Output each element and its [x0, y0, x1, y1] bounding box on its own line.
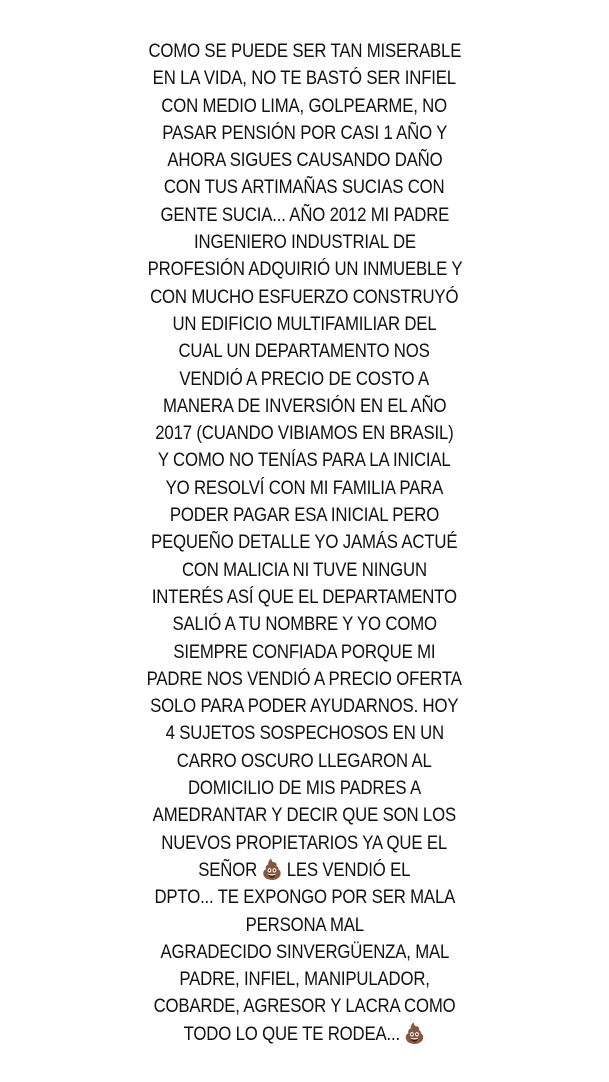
story-line: PEQUEÑO DETALLE YO JAMÁS ACTUÉ	[151, 531, 458, 554]
story-line: PROFESIÓN ADQUIRIÓ UN INMUEBLE Y	[147, 258, 462, 281]
story-line: CUAL UN DEPARTAMENTO NOS	[178, 340, 431, 363]
story-line: PODER PAGAR ESA INICIAL PERO	[169, 504, 440, 527]
story-line: TODO LO QUE TE RODEA... 💩	[183, 1022, 426, 1045]
story-line: SOLO PARA PODER AYUDARNOS. HOY	[150, 695, 459, 718]
story-line: PADRE NOS VENDIÓ A PRECIO OFERTA	[146, 667, 463, 690]
story-line: GENTE SUCIA... AÑO 2012 MI PADRE	[160, 203, 449, 226]
story-line: Y COMO NO TENÍAS PARA LA INICIAL	[158, 449, 451, 472]
story-line: 4 SUJETOS SOSPECHOSOS EN UN	[165, 722, 444, 745]
story-line: EN LA VIDA, NO TE BASTÓ SER INFIEL	[152, 67, 457, 90]
story-line: CON MUCHO ESFUERZO CONSTRUYÓ	[150, 285, 459, 308]
story-line: AGRADECIDO SINVERGÜENZA, MAL	[160, 940, 449, 963]
story-line: SIEMPRE CONFIADA PORQUE MI	[173, 640, 436, 663]
story-line: 2017 (CUANDO VIBIAMOS EN BRASIL)	[155, 422, 454, 445]
story-line: INTERÉS ASÍ QUE EL DEPARTAMENTO	[151, 585, 457, 608]
story-line: AHORA SIGUES CAUSANDO DAÑO	[166, 149, 443, 172]
story-line: CON TUS ARTIMAÑAS SUCIAS CON	[164, 176, 445, 199]
story-line: MANERA DE INVERSIÓN EN EL AÑO	[162, 394, 447, 417]
story-line: YO RESOLVÍ CON MI FAMILIA PARA	[165, 476, 444, 499]
story-line: SEÑOR 💩 LES VENDIÓ EL	[198, 858, 411, 881]
story-line: CARRO OSCURO LLEGARON AL	[177, 749, 432, 772]
story-line: UN EDIFICIO MULTIFAMILIAR DEL	[172, 312, 437, 335]
story-line: COMO SE PUEDE SER TAN MISERABLE	[148, 40, 461, 62]
story-line: SALIÓ A TU NOMBRE Y YO COMO	[172, 613, 437, 636]
story-line: PASAR PENSIÓN POR CASI 1 AÑO Y	[161, 121, 447, 144]
story-line: PADRE, INFIEL, MANIPULADOR,	[179, 968, 430, 991]
story-line: AMEDRANTAR Y DECIR QUE SON LOS	[152, 804, 457, 827]
story-line: VENDIÓ A PRECIO DE COSTO A	[179, 367, 430, 390]
story-text	[0, 38, 609, 1048]
story-line: DOMICILIO DE MIS PADRES A	[187, 777, 422, 800]
story-line: NUEVOS PROPIETARIOS YA QUE EL	[161, 831, 448, 854]
story-line: PERSONA MAL	[245, 913, 364, 936]
story-line: INGENIERO INDUSTRIAL DE	[193, 231, 416, 254]
story-line: CON MEDIO LIMA, GOLPEARME, NO	[161, 94, 448, 117]
story-line: CON MALICIA NI TUVE NINGUN	[182, 558, 427, 581]
story-line: DPTO... TE EXPONGO POR SER MALA	[154, 886, 455, 909]
story-line: COBARDE, AGRESOR Y LACRA COMO	[153, 995, 456, 1018]
